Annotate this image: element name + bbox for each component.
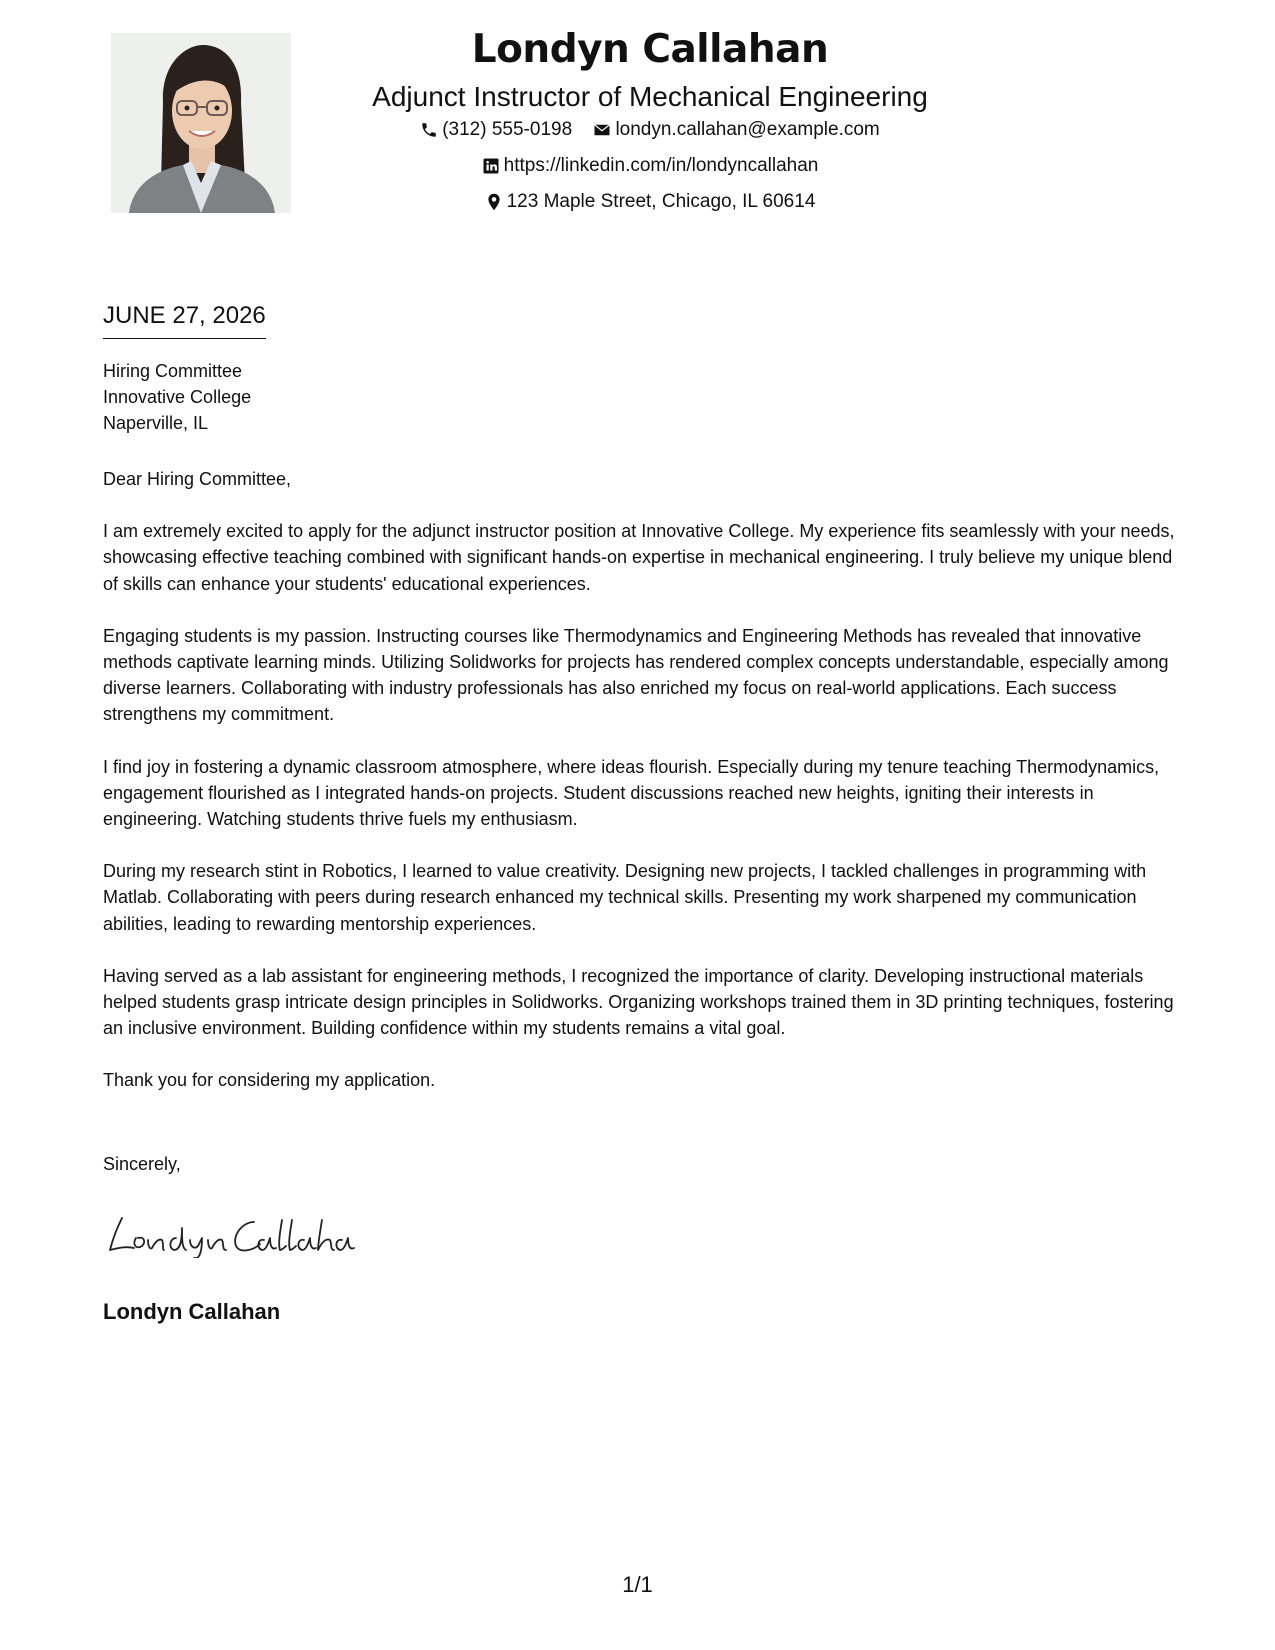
letter-date: JUNE 27, 2026 — [103, 298, 266, 339]
linkedin-text: https://linkedin.com/in/londyncallahan — [503, 155, 819, 176]
email-text: londyn.callahan@example.com — [615, 119, 880, 140]
phone-contact[interactable] — [420, 114, 572, 146]
envelope-icon — [593, 121, 611, 139]
recipient-line: Naperville, IL — [103, 413, 209, 433]
contact-row-3 — [300, 186, 1000, 222]
body-paragraph: Engaging students is my passion. Instructing courses like Thermodynamics and Engineering Methods has revealed that innovative methods captivate learning minds. Utilizing Solidworks for projects has rendered complex concepts understandable, especially among diverse learners. Collaborating with industry professionals has also enriched my focus on real-world applications. Each success strengthens my commitment. — [103, 625, 1169, 725]
page-number: 1/1 — [622, 1572, 653, 1597]
salutation: Dear Hiring Committee, — [103, 469, 292, 489]
body-paragraph: Thank you for considering my application. — [103, 1070, 436, 1091]
phone-icon — [420, 121, 438, 139]
address-text: 123 Maple Street, Chicago, IL 60614 — [506, 191, 816, 212]
body-paragraph: I find joy in fostering a dynamic classroom atmosphere, where ideas flourish. Especially during my tenure teaching Thermodynamics, engagement flourished as I integrated hands-on projects. Student discussions reached new heights, igniting their interests in engineering. Watching students thrive fuels my enthusiasm. — [103, 756, 1160, 830]
body-paragraph: I am extremely excited to apply for the adjunct instructor position at Innovative College. My experience fits seamlessly with your needs, showcasing effective teaching combined with significant hands-on expertise in mechanical engineering. I truly believe my unique blend of skills can enhance your students' educational experiences. — [103, 521, 1175, 594]
contact-row-1 — [300, 114, 1000, 150]
candidate-name: Londyn Callahan — [471, 27, 829, 72]
closing-line: Sincerely, — [103, 1154, 181, 1174]
letter-body — [103, 466, 1183, 1120]
email-contact[interactable] — [593, 114, 879, 146]
linkedin-contact[interactable] — [482, 150, 819, 182]
handwritten-signature — [104, 1208, 364, 1258]
body-paragraph: During my research stint in Robotics, I learned to value creativity. Designing new projects, I tackled challenges in programming with Matlab. Collaborating with peers during research enhanced my technical skills. Presenting my work sharpened my communication abilities, leading to rewarding mentorship experiences. — [103, 861, 1147, 934]
recipient-block — [103, 358, 251, 436]
linkedin-icon — [482, 157, 500, 175]
recipient-line: Hiring Committee — [103, 361, 243, 381]
profile-photo — [111, 33, 291, 213]
address-contact — [485, 186, 816, 218]
resume-header — [300, 20, 1000, 222]
body-paragraph: Having served as a lab assistant for engineering methods, I recognized the importance of clarity. Developing instructional materials helped students grasp intricate design principles in Solidworks. Organizing workshops trained them in 3D printing techniques, fostering an inclusive environment. Building confidence within my students remains a vital goal. — [103, 965, 1174, 1039]
contact-row-2 — [300, 150, 1000, 186]
phone-text: (312) 555-0198 — [442, 119, 573, 140]
candidate-title: Adjunct Instructor of Mechanical Engineering — [372, 81, 928, 112]
signer-name: Londyn Callahan — [103, 1299, 281, 1324]
recipient-line: Innovative College — [103, 387, 252, 407]
map-pin-icon — [485, 193, 503, 211]
